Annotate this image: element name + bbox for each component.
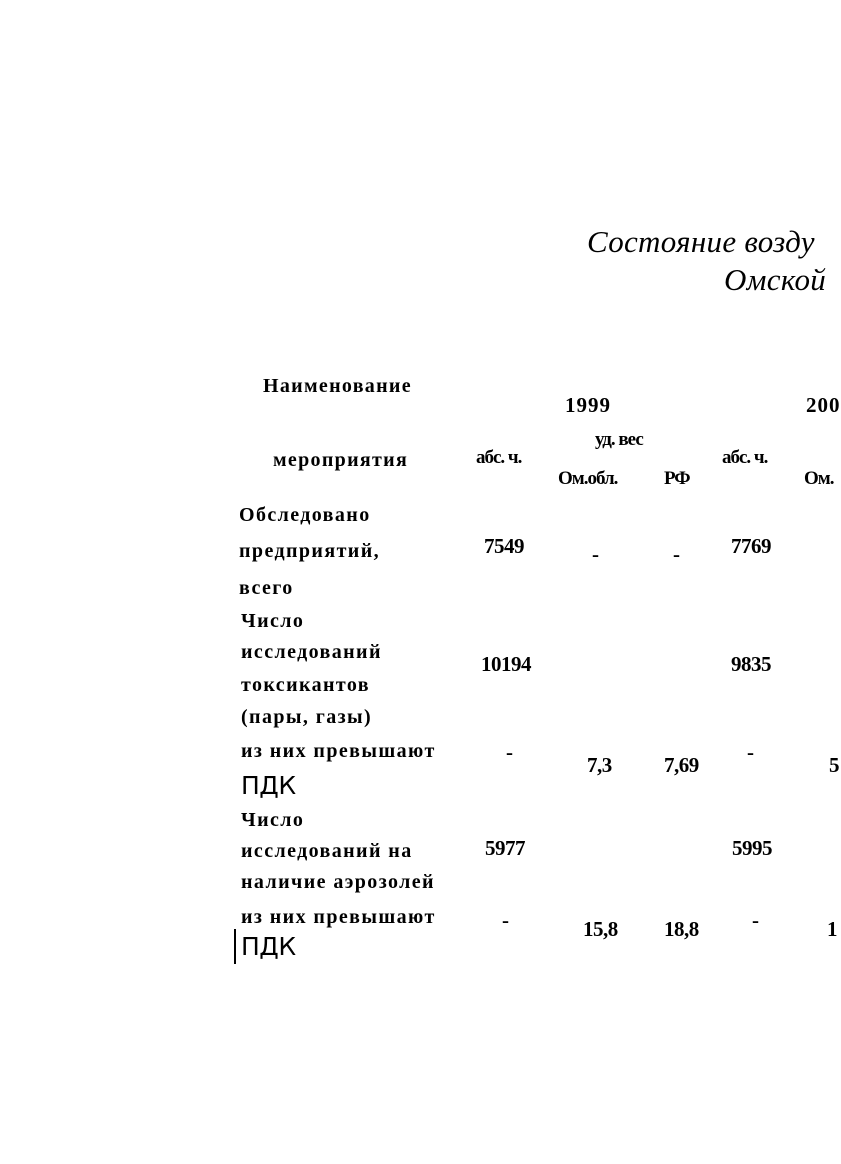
row1-abs-1999: 7549 (484, 534, 524, 558)
document-title-line1: Состояние возду (587, 224, 815, 259)
row3-om-2000: 5 (829, 753, 839, 777)
row1-rf-1999: - (673, 542, 680, 566)
row1-label-line3: всего (239, 577, 294, 599)
row4-abs-2000: 5995 (732, 836, 772, 860)
header-rf: РФ (664, 468, 690, 489)
row5-om-1999: 15,8 (583, 917, 618, 941)
header-year-2000: 200 (806, 393, 841, 417)
header-name-line1: Наименование (263, 375, 412, 397)
row3-abs-2000: - (747, 740, 754, 764)
row3-om-1999: 7,3 (587, 753, 612, 777)
row3-abs-1999: - (506, 740, 513, 764)
header-abs-1999: абс. ч. (476, 447, 522, 468)
row3-rf-1999: 7,69 (664, 753, 699, 777)
row1-label-line1: Обследовано (239, 504, 371, 526)
row4-label-line3: наличие аэрозолей (241, 871, 435, 893)
row3-label-pdk: ПДК (241, 771, 296, 800)
header-om-obl: Ом.обл. (558, 468, 618, 489)
row5-om-2000: 1 (827, 917, 837, 941)
row2-abs-1999: 10194 (481, 652, 531, 676)
header-name-line2: мероприятия (273, 449, 409, 471)
row5-label-pdk: ПДК (241, 932, 296, 961)
header-ud-ves: уд. вес (595, 429, 643, 450)
row3-label-line1: из них превышают (241, 740, 436, 762)
header-om-obl-2000: Ом. (804, 468, 834, 489)
row2-label-line1: Число (241, 610, 305, 632)
text-cursor (234, 929, 236, 964)
row2-abs-2000: 9835 (731, 652, 771, 676)
row5-rf-1999: 18,8 (664, 917, 699, 941)
row2-label-line3: токсикантов (241, 674, 370, 696)
row5-label-line1: из них превышают (241, 906, 436, 928)
row4-label-line2: исследований на (241, 840, 413, 862)
header-year-1999: 1999 (565, 393, 611, 417)
row4-abs-1999: 5977 (485, 836, 525, 860)
document-title-line2: Омской (724, 262, 827, 297)
row4-label-line1: Число (241, 809, 305, 831)
row5-abs-2000: - (752, 908, 759, 932)
row1-om-1999: - (592, 542, 599, 566)
row5-abs-1999: - (502, 908, 509, 932)
row2-label-line2: исследований (241, 641, 382, 663)
row1-label-line2: предприятий, (239, 540, 381, 562)
row1-abs-2000: 7769 (731, 534, 771, 558)
header-abs-2000: абс. ч. (722, 447, 768, 468)
row2-label-line4: (пары, газы) (241, 706, 373, 728)
